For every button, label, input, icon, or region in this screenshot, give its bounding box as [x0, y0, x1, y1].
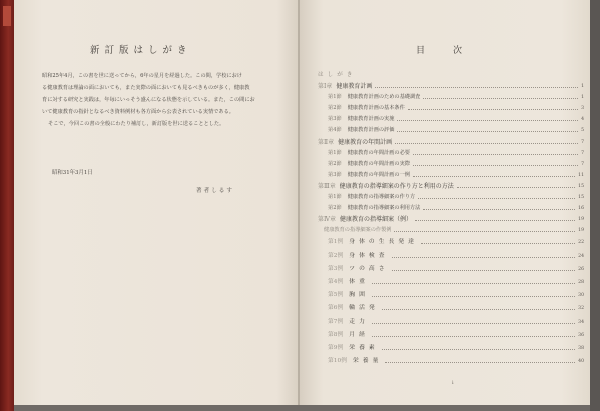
toc-example	[318, 342, 588, 355]
toc-entry-number: 第2節	[328, 205, 342, 212]
toc-entry-title: 健康教育の指導細案（例）	[340, 216, 413, 224]
toc-entry-label	[328, 355, 382, 368]
toc-entry-title: 健康教育の指導細案の作り方と利用の方法	[339, 182, 454, 190]
toc-entry-title: 栄養素	[349, 344, 379, 351]
toc-entry-title: 月経	[349, 331, 369, 338]
toc-entry-number: 第Ⅰ章	[318, 83, 333, 91]
toc-entry-number: 第2例	[328, 252, 344, 259]
toc-page-number: 24	[578, 253, 584, 259]
toc-item	[318, 92, 588, 103]
toc-page-number: 22	[578, 240, 584, 246]
preface-paragraph: 育に対する研究と実践は，年毎にいっそう盛んになる状態を示している。また，この間にお	[42, 97, 255, 103]
toc-entry-label	[328, 148, 410, 159]
toc-entry-label	[328, 236, 418, 249]
toc-leader-dots	[375, 87, 578, 88]
toc-page-number: 4	[581, 117, 584, 123]
toc-entry-label	[318, 214, 412, 225]
toc-entry-number: 第2節	[328, 160, 342, 167]
toc-entry-title: 健康教育の年間計画	[338, 138, 393, 146]
toc-leader-dots	[394, 231, 575, 232]
toc-leader-dots	[408, 109, 578, 110]
toc-entry-label	[328, 114, 394, 125]
toc-leader-dots	[413, 165, 578, 166]
book-right-edge	[590, 0, 600, 411]
toc-entry-number: 第Ⅱ章	[318, 138, 335, 146]
toc-entry-number: 第5例	[328, 292, 344, 299]
toc-leader-dots	[382, 309, 575, 310]
toc-entry-title: 健康教育の年間計画の実際	[347, 160, 410, 167]
toc-example	[318, 329, 588, 342]
preface-body	[42, 70, 272, 130]
page-number: i	[452, 380, 454, 386]
cover-label	[3, 6, 11, 26]
toc-entry-label	[328, 329, 369, 342]
toc-entry-number: 第9例	[328, 344, 344, 351]
toc-entry-title: 健康教育計画の基本条件	[347, 105, 405, 112]
toc-leader-dots	[423, 209, 575, 210]
toc-entry-title: 健康教育の指導細案の作り方	[347, 194, 416, 201]
toc-item	[318, 148, 588, 159]
toc-page-number: 32	[578, 306, 584, 312]
toc-title: 目次	[416, 46, 491, 56]
toc-page-number: 28	[578, 279, 584, 285]
toc-entry-title: 健康教育の年間計画の一例	[347, 171, 410, 178]
toc-entry-title: 体重	[349, 278, 369, 285]
toc-entry-label	[328, 103, 405, 114]
toc-entry-label	[328, 263, 389, 276]
toc-leader-dots	[418, 198, 575, 199]
toc-page-number: 7	[581, 139, 584, 145]
toc-entry-label	[328, 250, 389, 263]
toc-example	[318, 276, 588, 289]
toc-item	[318, 103, 588, 114]
toc-entry-title: 健康教育の年間計画の必要	[347, 149, 410, 156]
toc-item	[318, 170, 588, 181]
preface-paragraph: いて健康教育の指針となるべき資料例材も各方面から公表されている実情である。	[42, 109, 234, 115]
toc-entry-number: 第2節	[328, 105, 342, 112]
toc-example	[318, 263, 588, 276]
toc-entry-number: 第6例	[328, 305, 344, 312]
toc-leader-dots	[457, 187, 575, 188]
toc-item	[318, 192, 588, 203]
preface-date: 昭和31年3月1日	[52, 170, 93, 176]
toc-page-number: 19	[578, 228, 584, 234]
toc-entry-label	[328, 276, 369, 289]
toc-leader-dots	[382, 349, 575, 350]
toc-entry-number: 第1節	[328, 194, 342, 201]
toc-page-number: 30	[578, 293, 584, 299]
toc-item	[318, 125, 588, 136]
toc-entry-label	[318, 81, 372, 92]
toc-entry-label	[328, 289, 369, 302]
toc-entry-title: 栄養量	[352, 358, 383, 365]
toc-leader-dots	[413, 176, 575, 177]
toc-page-number: 36	[578, 332, 584, 338]
toc-page-number: 1	[581, 95, 584, 101]
toc-entry-title: 健康教育計画の評価	[347, 127, 395, 134]
toc-entry-label	[328, 316, 369, 329]
toc-leader-dots	[415, 220, 575, 221]
toc-entry-number: 第3例	[328, 265, 344, 272]
toc-entry-title: 輪活発	[349, 305, 379, 312]
table-of-contents	[318, 70, 588, 368]
toc-leader-dots	[392, 270, 575, 271]
toc-entry-number: 第4節	[328, 127, 342, 134]
toc-page-number: 1	[581, 84, 584, 90]
toc-page-number: 34	[578, 319, 584, 325]
toc-chapter	[318, 81, 588, 92]
toc-page-number: 40	[578, 359, 584, 365]
toc-entry-label	[328, 92, 420, 103]
toc-chapter	[318, 181, 588, 192]
toc-page-number: 15	[578, 195, 584, 201]
toc-entry-label: はしがき	[318, 72, 357, 78]
toc-item	[318, 203, 588, 214]
toc-leader-dots	[397, 120, 578, 121]
toc-entry-title: 健康教育計画の実施	[347, 116, 395, 123]
toc-entry-number: 第3節	[328, 116, 342, 123]
toc-entry-label	[328, 302, 379, 315]
preface-title: 新訂版はしがき	[90, 45, 192, 56]
toc-example	[318, 316, 588, 329]
preface-paragraph: る健康教育は理論の面においても，また実際の面においても見るべきものが多く，健康教	[42, 85, 250, 91]
toc-page-number: 7	[581, 161, 584, 167]
toc-entry-label	[328, 170, 410, 181]
toc-leader-dots	[395, 143, 578, 144]
toc-entry-title: 走力	[349, 318, 369, 325]
toc-entry-number: 第1節	[328, 94, 342, 101]
toc-entry-title: 胸囲	[349, 292, 369, 299]
toc-leader-dots	[385, 362, 575, 363]
toc-entry-label	[328, 125, 394, 136]
toc-entry-label	[328, 159, 410, 170]
toc-section	[318, 70, 588, 81]
toc-page-number: 5	[581, 128, 584, 134]
toc-leader-dots	[421, 243, 575, 244]
toc-entry-title: 健康教育の指導細案の利用方法	[347, 205, 421, 212]
toc-page-number: 26	[578, 266, 584, 272]
toc-leader-dots	[392, 257, 575, 258]
toc-entry-number: 第Ⅲ章	[318, 182, 336, 190]
toc-leader-dots	[372, 323, 575, 324]
toc-entry-label	[328, 203, 420, 214]
toc-entry-number: 第10例	[328, 358, 347, 365]
toc-entry-number: 第1例	[328, 239, 344, 246]
book-cover-edge	[0, 0, 14, 411]
toc-entry-title: 身体検査	[349, 252, 389, 259]
toc-page-number: 19	[578, 217, 584, 223]
toc-entry-label	[328, 342, 379, 355]
toc-entry-title: 健康教育の指導細案の作製例	[324, 227, 392, 234]
toc-entry-title: ツの高さ	[349, 265, 389, 272]
toc-item	[318, 114, 588, 125]
toc-example	[318, 236, 588, 249]
toc-example	[318, 289, 588, 302]
toc-leader-dots	[413, 154, 578, 155]
toc-example	[318, 355, 588, 368]
toc-entry-label	[328, 192, 415, 203]
toc-chapter	[318, 214, 588, 225]
toc-entry-number: 第3節	[328, 171, 342, 178]
toc-page-number: 11	[578, 172, 584, 178]
toc-entry-number: 第4例	[328, 278, 344, 285]
toc-example	[318, 250, 588, 263]
toc-page-number: 15	[578, 183, 584, 189]
preface-signature: 著者しるす	[196, 188, 234, 194]
toc-entry-label	[318, 181, 454, 192]
toc-leader-dots	[372, 296, 575, 297]
toc-page-number: 38	[578, 345, 584, 351]
toc-entry-label	[318, 137, 392, 148]
toc-leader-dots	[397, 131, 578, 132]
toc-entry-title: 身体の生長発達	[349, 239, 418, 246]
toc-entry-number: 第7例	[328, 318, 344, 325]
toc-entry-title: 健康教育計画	[336, 83, 373, 91]
preface-paragraph: そこで，今回この書の全般にわたり補訂し，新訂版を世に送ることとした。	[48, 121, 225, 127]
toc-leader-dots	[372, 336, 575, 337]
toc-page-number: 3	[581, 106, 584, 112]
toc-entry-number: 第8例	[328, 331, 344, 338]
toc-leader-dots	[372, 283, 575, 284]
toc-page-number: 16	[578, 206, 584, 212]
preface-paragraph: 昭和25年4月，この書を世に送ってから，6年の星月を経過した。この間，学校におけ	[42, 73, 242, 79]
left-page	[14, 0, 299, 405]
toc-note	[318, 225, 588, 236]
toc-example	[318, 302, 588, 315]
toc-entry-number: 第1節	[328, 149, 342, 156]
toc-leader-dots	[423, 98, 578, 99]
toc-entry-title: 健康教育計画のための基礎調査	[347, 94, 421, 101]
toc-page-number: 7	[581, 150, 584, 156]
toc-item	[318, 159, 588, 170]
toc-entry-number: 第Ⅳ章	[318, 216, 336, 224]
toc-chapter	[318, 137, 588, 148]
toc-entry-label	[324, 225, 391, 236]
